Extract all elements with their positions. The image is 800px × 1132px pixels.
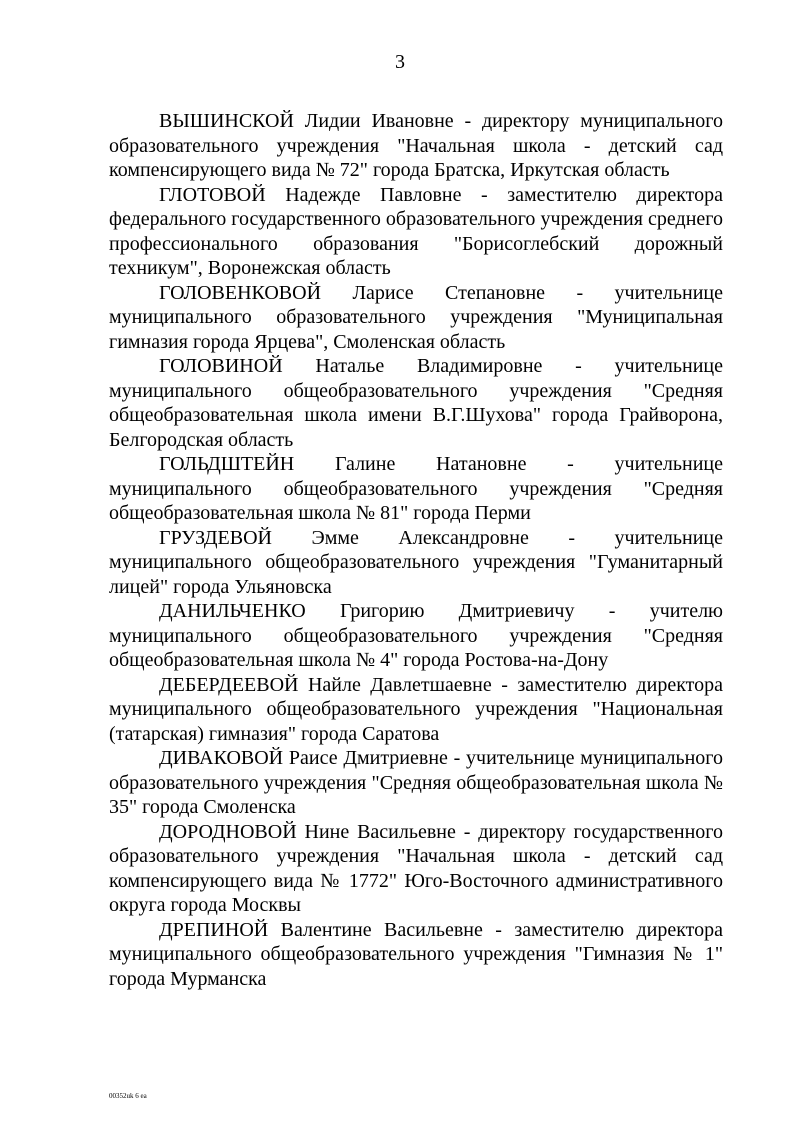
recipient-details: Нине Васильевне - директору государственного образовательного учреждения "Начальная школа - детский сад компенсирующего вида № 1772" Юго-Восточного административного округа города Москвы [109, 820, 723, 916]
list-item [109, 109, 723, 183]
list-item [109, 183, 723, 281]
recipient-details: Ларисе Степановне - учительнице муниципального образовательного учреждения "Муниципальная гимназия города Ярцева", Смоленская область [109, 281, 723, 353]
recipient-details: Наталье Владимировне - учительнице муниципального общеобразовательного учреждения "Средняя общеобразовательная школа имени В.Г.Шухова" города Грайворона, Белгородская область [109, 355, 724, 451]
list-item [109, 281, 723, 355]
recipient-details: Надежде Павловне - заместителю директора федерального государственного образовательного учреждения среднего профессионального образования "Борисоглебский дорожный техникум", Воронежская область [109, 183, 723, 279]
list-item [109, 599, 723, 673]
recipient-surname: ДОРОДНОВОЙ [159, 820, 297, 843]
award-list [109, 109, 723, 991]
recipient-surname: ДИВАКОВОЙ [159, 747, 284, 769]
recipient-details: Найле Давлетшаевне - заместителю директора муниципального общеобразовательного учреждения "Национальная (татарская) гимназия" города Саратова [109, 673, 723, 745]
list-item [109, 526, 723, 600]
recipient-details: Григорию Дмитриевичу - учителю муниципального общеобразовательного учреждения "Средняя общеобразовательная школа № 4" города Ростова-на-Дону [109, 600, 723, 671]
recipient-surname: ГОЛОВИНОЙ [159, 355, 283, 377]
recipient-surname: ГОЛЬДШТЕЙН [159, 453, 295, 475]
recipient-surname: ГОЛОВЕНКОВОЙ [159, 281, 322, 304]
list-item [109, 918, 723, 992]
recipient-surname: ДЕБЕРДЕЕВОЙ [159, 673, 299, 696]
list-item [109, 354, 723, 452]
list-item [109, 746, 723, 820]
recipient-surname: ДРЕПИНОЙ [159, 918, 269, 941]
document-code: 00352uk 6 ea [109, 1092, 147, 1100]
list-item [109, 452, 723, 526]
list-item [109, 673, 723, 747]
recipient-surname: ВЫШИНСКОЙ [159, 110, 294, 132]
recipient-details: Лидии Ивановне - директору муниципального образовательного учреждения "Начальная школа - детский сад компенсирующего вида № 72" города Братска, Иркутская область [109, 110, 723, 181]
recipient-details: Галине Натановне - учительнице муниципального общеобразовательного учреждения "Средняя общеобразовательная школа № 81" города Перми [109, 453, 723, 524]
recipient-surname: ДАНИЛЬЧЕНКО [159, 600, 306, 622]
recipient-details: Раисе Дмитриевне - учительнице муниципального образовательного учреждения "Средняя общеобразовательная школа № 35" города Смоленска [109, 747, 724, 818]
page-number: 3 [395, 51, 405, 73]
recipient-details: Эмме Александровне - учительнице муниципального общеобразовательного учреждения "Гуманитарный лицей" города Ульяновска [109, 526, 723, 598]
recipient-details: Валентине Васильевне - заместителю директора муниципального общеобразовательного учреждения "Гимназия № 1" города Мурманска [109, 918, 724, 990]
recipient-surname: ГРУЗДЕВОЙ [159, 526, 272, 549]
recipient-surname: ГЛОТОВОЙ [159, 183, 266, 206]
list-item [109, 820, 723, 918]
